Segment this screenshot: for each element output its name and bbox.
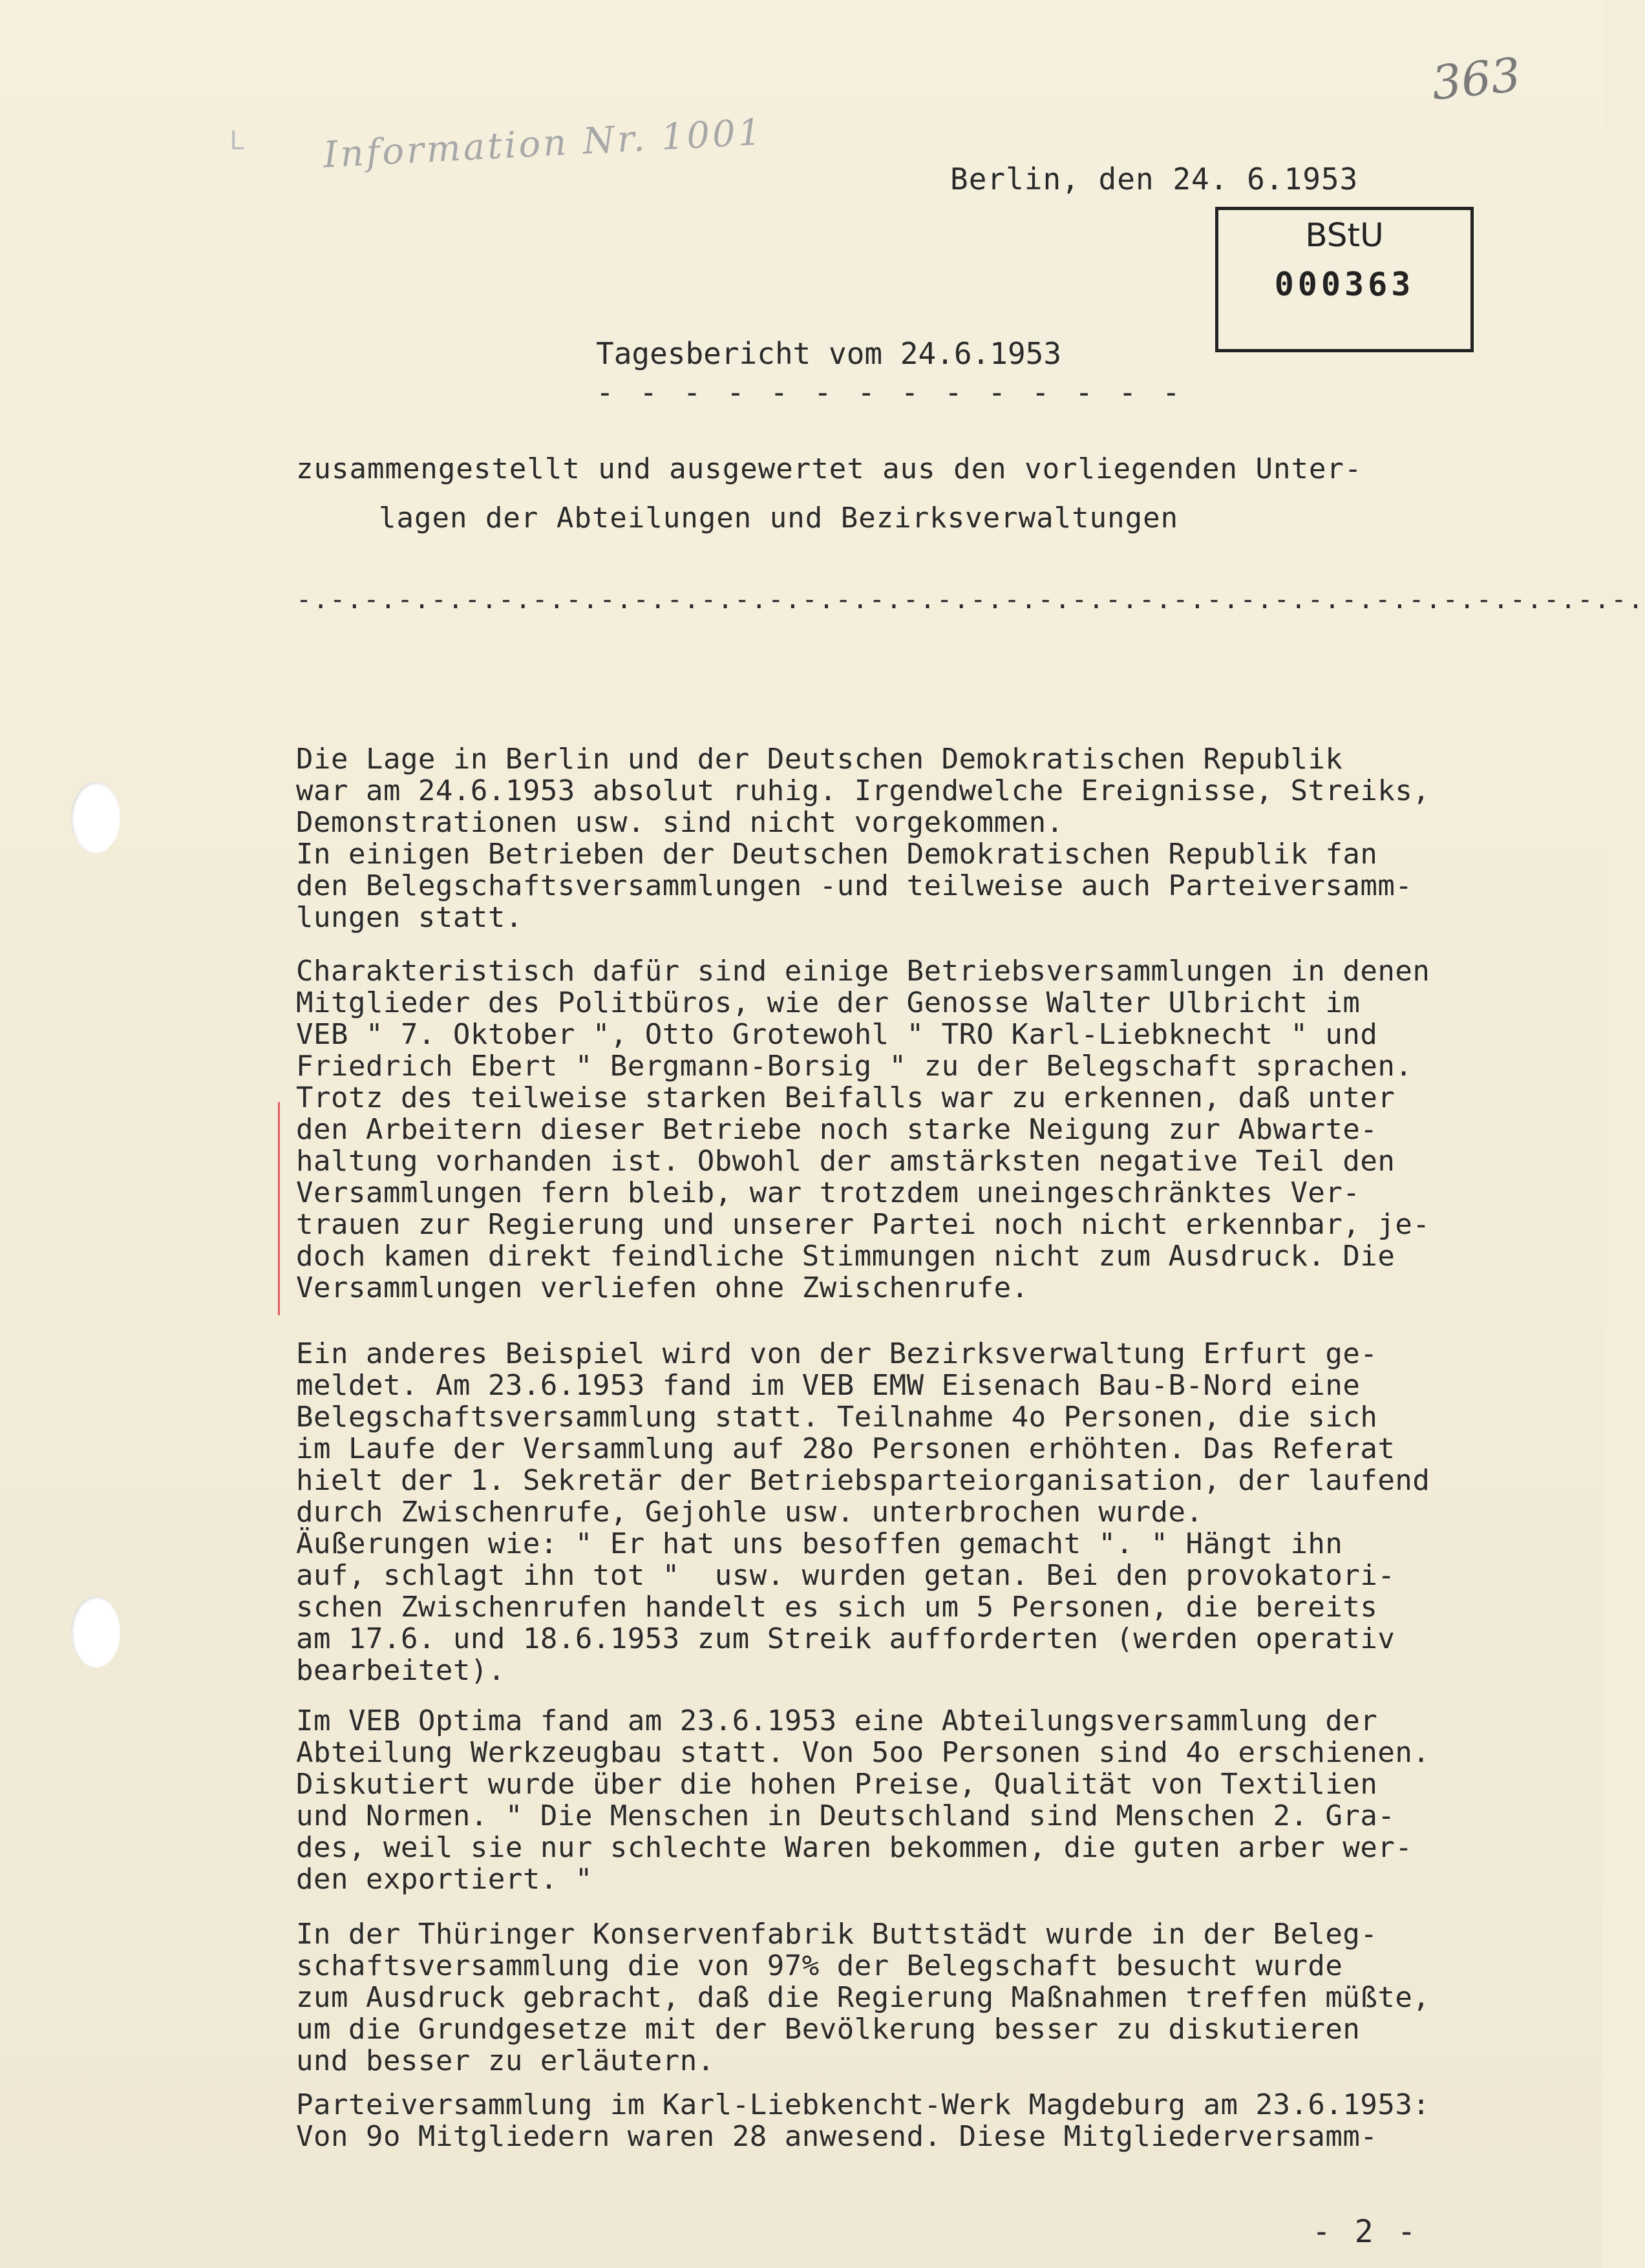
- subtitle-line-1: zusammengestellt und ausgewertet aus den vorliegenden Unter-: [296, 452, 1363, 485]
- paragraph-6: Parteiversammlung im Karl-Liebkencht-Werk Magdeburg am 23.6.1953: Von 9o Mitgliedern waren 28 anwesend. Diese Mitgliederversamm-: [296, 2088, 1430, 2153]
- stamp-number: 000363: [1274, 266, 1415, 303]
- punch-hole-lower: [71, 1596, 120, 1668]
- stamp-label: BStU: [1305, 217, 1384, 254]
- paragraph-1: Die Lage in Berlin und der Deutschen Demokratischen Republik war am 24.6.1953 absolut ruhig. Irgendwelche Ereignisse, Streiks, Demonstrationen usw. sind nicht vorgekommen. In einigen Betrieben der Deutschen Demokratischen Republik fan den Belegschaftsversammlungen -und teilweise auch Parteiversamm- lungen statt.: [296, 743, 1430, 934]
- date-line: Berlin, den 24. 6.1953: [950, 162, 1359, 196]
- paragraph-2: Charakteristisch dafür sind einige Betriebsversammlungen in denen Mitglieder des Politbüros, wie der Genosse Walter Ulbricht im VEB " 7. Oktober ", Otto Grotewohl " TRO Karl-Liebknecht " und Friedrich Ebert " Bergmann-Borsig " zu der Belegschaft sprachen. Trotz des teilweise starken Beifalls war zu erkennen, daß unter den Arbeitern dieser Betriebe noch starke Neigung zur Abwarte- haltung vorhanden ist. Obwohl der amstärksten negative Teil den Versammlungen fern bleib, war trotzdem uneingeschränktes Ver- trauen zur Regierung und unserer Partei noch nicht erkennbar, je- doch kamen direkt feindliche Stimmungen nicht zum Ausdruck. Die Versammlungen verliefen ohne Zwischenrufe.: [296, 955, 1430, 1304]
- title-underline: - - - - - - - - - - - - - -: [596, 375, 1184, 410]
- archive-page-number: 363: [1428, 47, 1523, 111]
- handwritten-note: Information Nr. 1001: [322, 111, 765, 176]
- subtitle-line-2: lagen der Abteilungen und Bezirksverwaltungen: [379, 502, 1179, 535]
- section-divider: -.-.-.-.-.-.-.-.-.-.-.-.-.-.-.-.-.-.-.-.-.-.-.-.-.-.-.-.-.-.-.-.-.-.-.-.-.-.-.-.: [296, 585, 1645, 615]
- punch-hole-upper: [71, 782, 120, 853]
- document-title: Tagesbericht vom 24.6.1953: [596, 336, 1062, 371]
- paragraph-5: In der Thüringer Konservenfabrik Buttstädt wurde in der Beleg- schaftsversammlung die von 97% der Belegschaft besucht wurde zum Ausdruck gebracht, daß die Regierung Maßnahmen treffen müßte, um die Grundgesetze mit der Bevölkerung besser zu diskutieren und besser zu erläutern.: [296, 1918, 1430, 2077]
- paragraph-4: Im VEB Optima fand am 23.6.1953 eine Abteilungsversammlung der Abteilung Werkzeugbau statt. Von 5oo Personen sind 4o erschienen. Diskutiert wurde über die hohen Preise, Qualität von Textilien und Normen. " Die Menschen in Deutschland sind Menschen 2. Gra- des, weil sie nur schlechte Waren bekommen, die guten arber wer- den exportiert. ": [296, 1704, 1430, 1896]
- archive-stamp: [1215, 207, 1474, 352]
- page-number: - 2 -: [1312, 2214, 1419, 2250]
- paragraph-3: Ein anderes Beispiel wird von der Bezirksverwaltung Erfurt ge- meldet. Am 23.6.1953 fand im VEB EMW Eisenach Bau-B-Nord eine Belegschaftsversammlung statt. Teilnahme 4o Personen, die sich im Laufe der Versammlung auf 28o Personen erhöhten. Das Referat hielt der 1. Sekretär der Betriebsparteiorganisation, der laufend durch Zwischenrufe, Gejohle usw. unterbrochen wurde. Äußerungen wie: " Er hat uns besoffen gemacht ". " Hängt ihn auf, schlagt ihn tot " usw. wurden getan. Bei den provokatori- schen Zwischenrufen handelt es sich um 5 Personen, die bereits am 17.6. und 18.6.1953 zum Streik aufforderten (werden operativ bearbeitet).: [296, 1337, 1430, 1687]
- red-margin-mark: [278, 1102, 280, 1315]
- corner-mark: L: [229, 126, 246, 156]
